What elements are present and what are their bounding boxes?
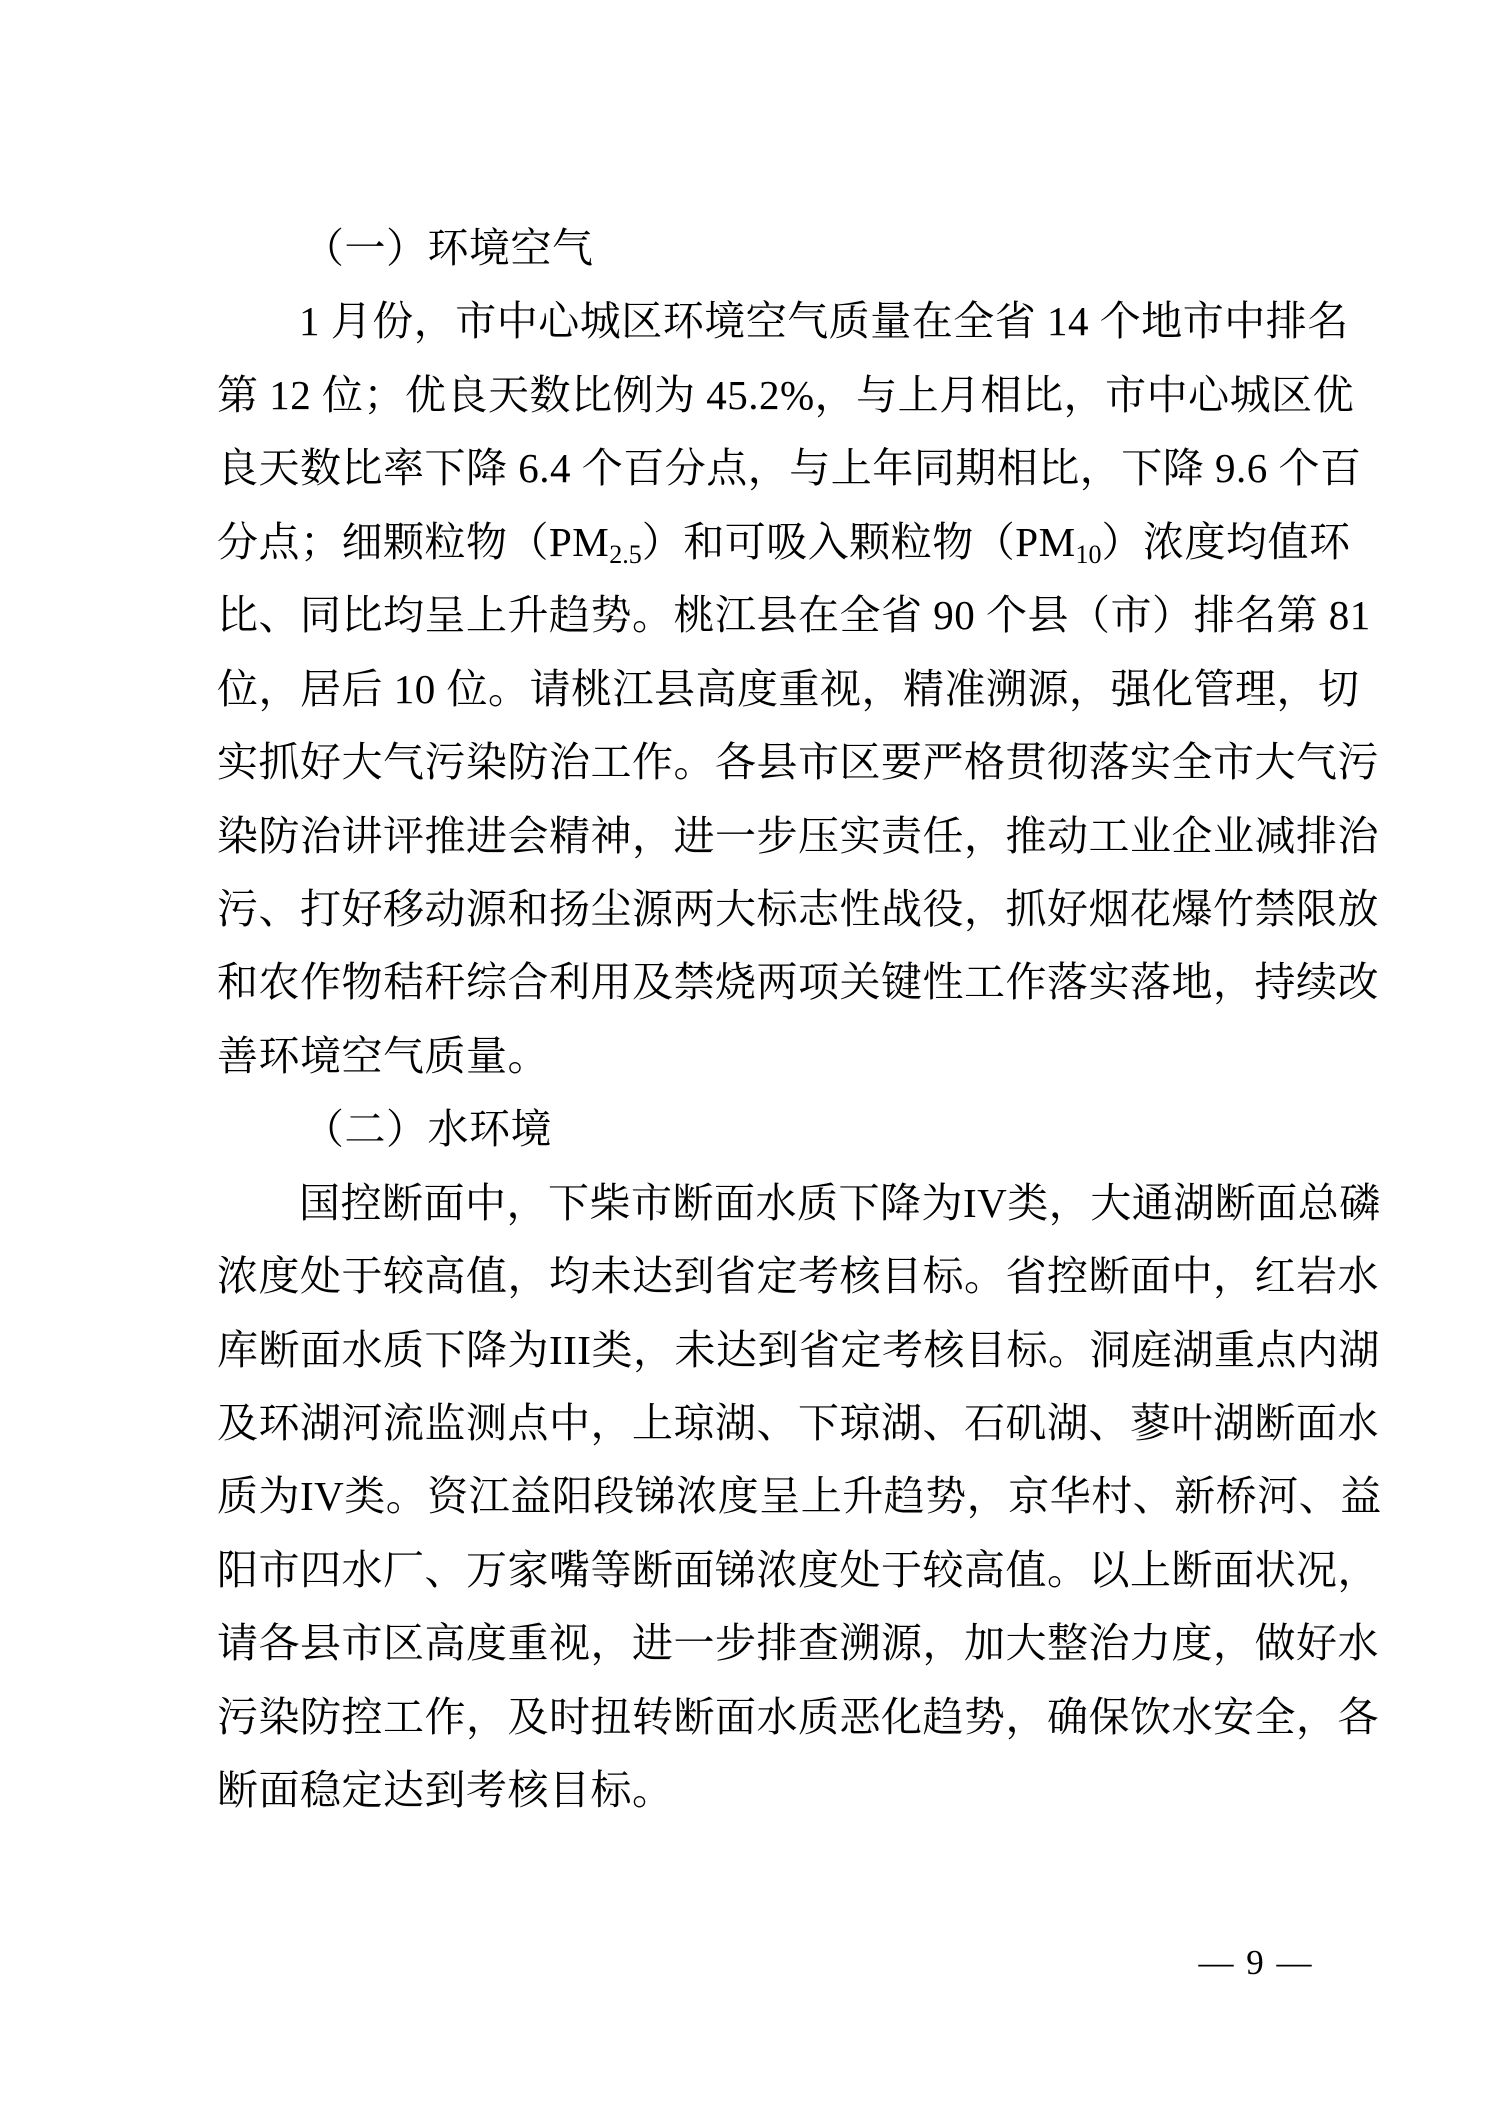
document-body [217, 212, 1382, 1828]
text-line: 分点；细颗粒物$(PM_{2.5})$和可吸入颗粒物$(PM_{10})$浓度均值环 [217, 518, 1351, 569]
text-line: 比、同比均呈上升趋势。桃江县在全省 90 个县（市）排名第 81 [217, 592, 1371, 639]
text-line: 善环境空气质量。 [217, 1032, 549, 1079]
section-heading: （一）环境空气 [303, 225, 594, 271]
text-line: 及环湖河流监测点中，上琼湖、下琼湖、石矶湖、蓼叶湖断面水 [217, 1400, 1379, 1446]
text-line: 和农作物秸秆综合利用及禁烧两项关键性工作落实落地，持续改 [217, 959, 1379, 1006]
text-line: 浓度处于较高值，均未达到省定考核目标。省控断面中，红岩水 [217, 1253, 1379, 1300]
text-line: 实抓好大气污染防治工作。各县市区要严格贯彻落实全市大气污 [217, 739, 1379, 786]
text-line: 污染防控工作，及时扭转断面水质恶化趋势，确保饮水安全，各 [217, 1693, 1379, 1740]
text-line: 请各县市区高度重视，进一步排查溯源，加大整治力度，做好水 [217, 1620, 1379, 1667]
section-heading: （二）水环境 [303, 1106, 552, 1153]
text-line: 库断面水质下降为III类，未达到省定考核目标。洞庭湖重点内湖 [217, 1326, 1380, 1373]
text-line: 污、打好移动源和扬尘源两大标志性战役，抓好烟花爆竹禁限放 [217, 885, 1379, 932]
text-line: 染防治讲评推进会精神，进一步压实责任，推动工业企业减排治 [217, 812, 1379, 859]
text-line: 1 月份，市中心城区环境空气质量在全省 14 个地市中排名 [299, 298, 1349, 345]
text-line: 断面稳定达到考核目标。 [217, 1767, 674, 1814]
text-line: 阳市四水厂、万家嘴等断面锑浓度处于较高值。以上断面状况， [217, 1546, 1379, 1593]
text-line: 位，居后 10 位。请桃江县高度重视，精准溯源，强化管理，切 [217, 665, 1360, 712]
page-number: — 9 — [1198, 1943, 1314, 1982]
text-line: 第 12 位；优良天数比例为 45.2%，与上月相比，市中心城区优 [217, 371, 1355, 418]
text-line: 质为IV类。资江益阳段锑浓度呈上升趋势，京华村、新桥河、益 [217, 1473, 1382, 1520]
text-line: 国控断面中，下柴市断面水质下降为IV类，大通湖断面总磷 [299, 1179, 1381, 1226]
text-line: 良天数比率下降 6.4 个百分点，与上年同期相比，下降 9.6 个百 [217, 445, 1362, 492]
